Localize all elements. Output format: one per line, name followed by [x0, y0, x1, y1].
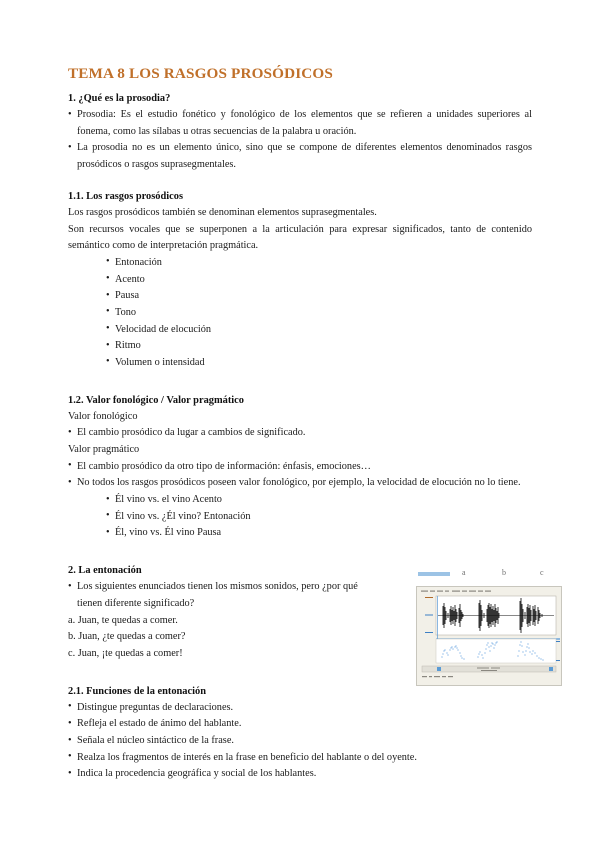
section-2-example-a: a. Juan, te quedas a comer.	[68, 614, 178, 626]
heading-section-2: 2. La entonación	[68, 565, 142, 577]
label-valor-fonologico: Valor fonológico	[68, 410, 138, 422]
heading-section-1: 1. ¿Qué es la prosodia?	[68, 93, 171, 104]
section-1-2-bullet-fonologico: • El cambio prosódico da lugar a cambios de significado.	[68, 425, 532, 442]
section-1-bullet-2: • La prosodia no es un elemento único, sino que se compone de diferentes elementos denominados rasgos prosódicos o rasgos suprasegmentales.	[68, 140, 532, 173]
list-item: • Pausa	[106, 288, 532, 305]
figure-label-row	[416, 568, 562, 584]
section-2-question: • Los siguientes enunciados tienen los mismos sonidos, pero ¿por qué tienen diferente significado?	[68, 579, 377, 612]
list-item: • Volumen o intensidad	[106, 355, 532, 372]
section-1-1-paragraph-2: Son recursos vocales que se superponen a la articulación para expresar significados, tanto de contenido semántico como de interpretación pragmática.	[68, 223, 532, 252]
section-2-1-bullet-1: • Distingue preguntas de declaraciones.	[68, 700, 532, 717]
valor-examples-list	[68, 492, 532, 542]
selection-bar-icon	[418, 572, 450, 576]
list-item: • Ritmo	[106, 338, 532, 355]
page-title: TEMA 8 LOS RASGOS PROSÓDICOS	[68, 65, 333, 82]
rasgos-prosodicos-list	[68, 255, 532, 372]
list-item: • Acento	[106, 272, 532, 289]
section-1-2-bullet-pragmatico-2: • No todos los rasgos prosódicos poseen valor fonológico, por ejemplo, la velocidad de elocución no lo tiene.	[68, 475, 532, 492]
praat-window[interactable]	[416, 586, 562, 686]
praat-button-row-icon	[422, 676, 453, 677]
list-item: • Él, vino vs. Él vino Pausa	[106, 525, 532, 542]
spacer	[68, 174, 532, 189]
section-2-1-bullet-5: • Indica la procedencia geográfica y social de los hablantes.	[68, 766, 532, 783]
section-1-2-bullet-pragmatico-1: • El cambio prosódico da otro tipo de información: énfasis, emociones…	[68, 459, 532, 476]
praat-menubar-icon	[421, 591, 491, 592]
heading-section-1-2: 1.2. Valor fonológico / Valor pragmático	[68, 394, 244, 406]
section-2-1-bullet-2: • Refleja el estado de ánimo del hablante.	[68, 716, 532, 733]
section-2-example-b: b. Juan, ¿te quedas a comer?	[68, 631, 186, 643]
spacer	[68, 542, 532, 563]
heading-section-2-1: 2.1. Funciones de la entonación	[68, 685, 206, 697]
section-2-1-bullet-3: • Señala el núcleo sintáctico de la frase.	[68, 733, 532, 750]
list-item: • Él vino vs. el vino Acento	[106, 492, 532, 509]
label-valor-pragmatico: Valor pragmático	[68, 444, 140, 456]
figure-alt-text	[417, 685, 418, 686]
praat-analysis-figure	[416, 568, 562, 686]
praat-scrollbar	[422, 666, 556, 672]
list-item: • Entonación	[106, 255, 532, 272]
section-2-example-c: c. Juan, ¡te quedas a comer!	[68, 647, 183, 659]
figure-label-a: a	[462, 568, 466, 577]
praat-canvas	[417, 587, 561, 685]
figure-label-c: c	[540, 568, 544, 577]
list-item: • Velocidad de elocución	[106, 322, 532, 339]
list-item: • Él vino vs. ¿Él vino? Entonación	[106, 509, 532, 526]
section-1-bullet-1: • Prosodia: Es el estudio fonético y fonológico de los elementos que se refieren a unidades superiores al fonema, como las sílabas u otras secuencias de la palabra u oración.	[68, 107, 532, 140]
section-2-1-bullet-4: • Realza los fragmentos de interés en la frase en beneficio del hablante o del oyente.	[68, 750, 532, 767]
section-1-1-paragraph-1: Los rasgos prosódicos también se denominan elementos suprasegmentales.	[68, 206, 377, 218]
spacer	[68, 372, 532, 393]
heading-section-1-1: 1.1. Los rasgos prosódicos	[68, 190, 183, 202]
figure-label-b: b	[502, 568, 506, 577]
list-item: • Tono	[106, 305, 532, 322]
